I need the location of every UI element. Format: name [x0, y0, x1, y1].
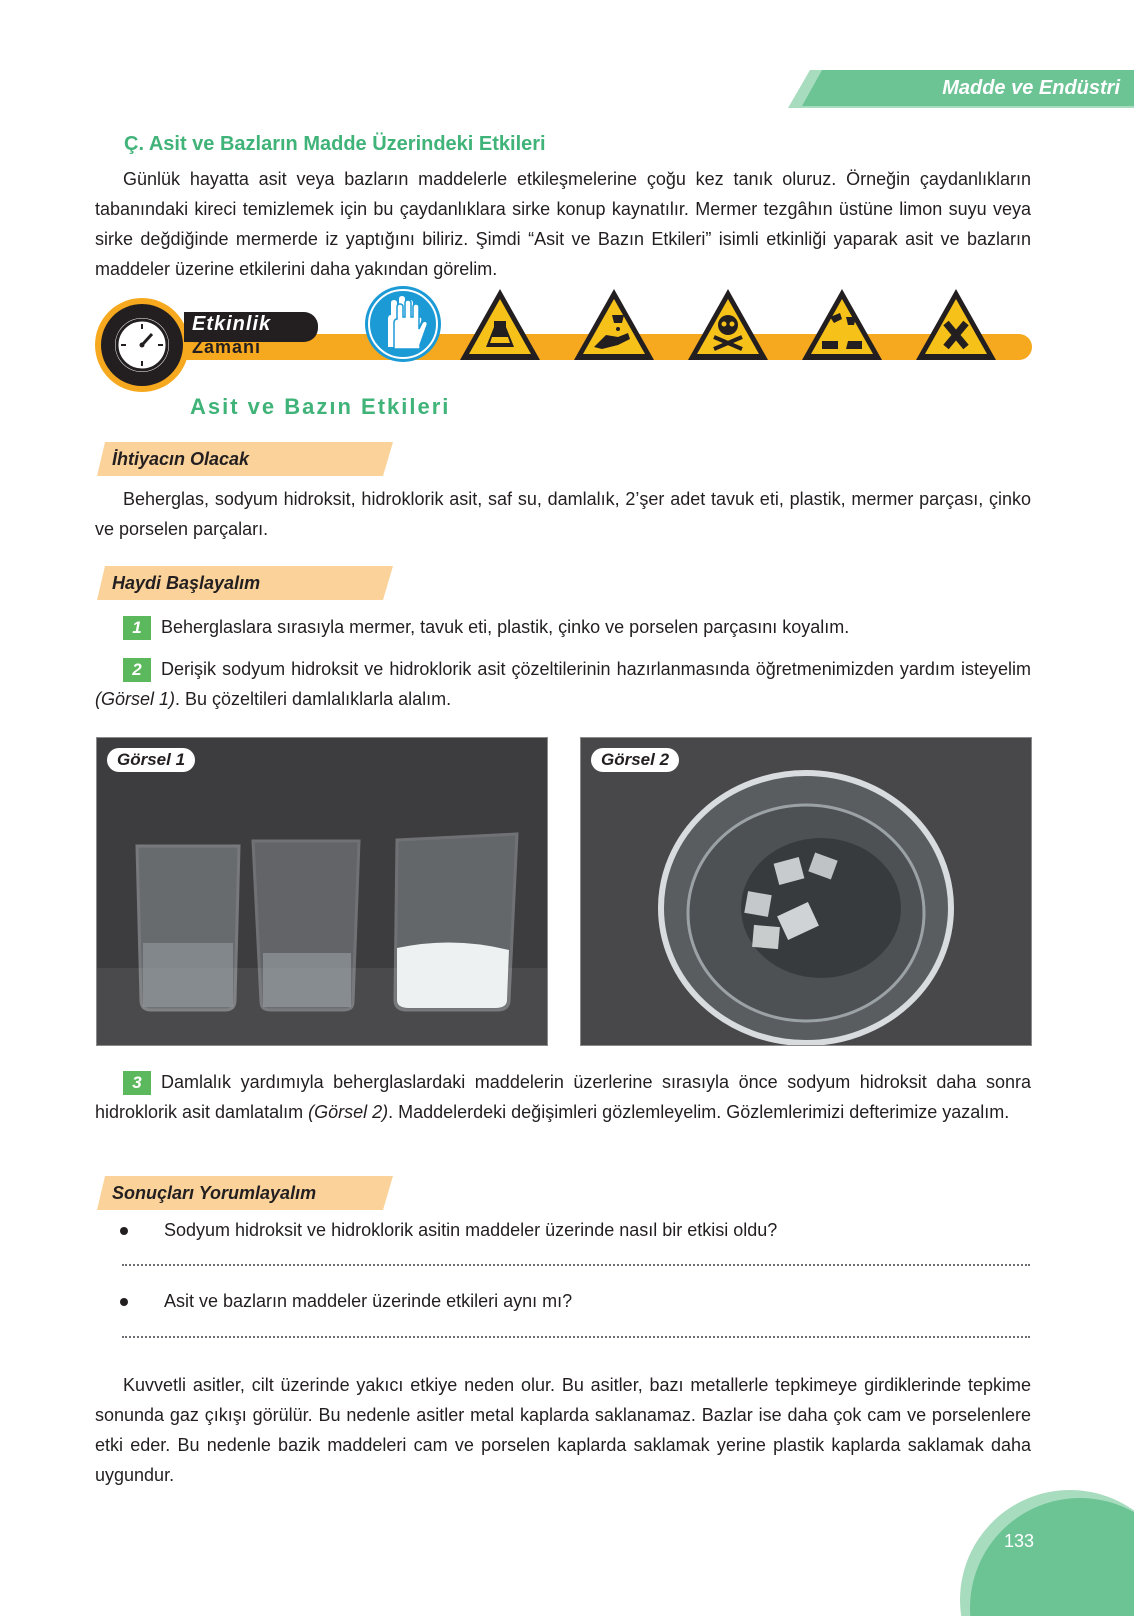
question-text: Sodyum hidroksit ve hidroklorik asitin maddeler üzerinde nasıl bir etkisi oldu? [164, 1220, 778, 1240]
step-text: . Maddelerdeki değişimleri gözlemleyelim. Gözlemlerimizi defterimize yazalım. [388, 1102, 1010, 1122]
question-1 [120, 1215, 777, 1245]
needs-paragraph [95, 484, 1031, 544]
step-number: 3 [123, 1071, 151, 1095]
answer-line[interactable] [122, 1336, 1030, 1338]
step-text: Derişik sodyum hidroksit ve hidroklorik asit çözeltilerinin hazırlanmasında öğretmenimizden yardım isteyelim [161, 659, 1031, 679]
corrosive-hand-icon [572, 287, 656, 363]
activity-label-line1: Etkinlik [192, 313, 272, 335]
figure-reference: (Görsel 2) [308, 1102, 389, 1122]
irritant-x-icon [914, 287, 998, 363]
needs-text: Beherglas, sodyum hidroksit, hidroklorik asit, saf su, damlalık, 2’şer adet tavuk eti, plastik, mermer parçası, çinko ve porselen parçaları. [95, 489, 1031, 539]
figure-reference: (Görsel 1) [95, 689, 176, 709]
question-2 [120, 1286, 572, 1316]
step-1 [95, 612, 1031, 642]
chemical-hazard-icon [458, 287, 542, 363]
bullet-icon [120, 1298, 128, 1306]
step-number: 1 [123, 616, 151, 640]
photo-label: Görsel 1 [107, 748, 195, 772]
corrosive-icon [800, 287, 884, 363]
answer-line[interactable] [122, 1264, 1030, 1266]
bullet-icon [120, 1227, 128, 1235]
step-text: . Bu çözeltileri damlalıklarla alalım. [175, 689, 452, 709]
step-3 [95, 1067, 1031, 1127]
page-number-badge [950, 1490, 1134, 1616]
activity-label-line2: Zamanı [192, 337, 262, 357]
closing-text: Kuvvetli asitler, cilt üzerinde yakıcı etkiye neden olur. Bu asitler, bazı metallerle tepkimeye girdiklerinde tepkime sonunda gaz çıkışı görülür. Bu nedenle asitler metal kaplarda saklanamaz. Bazlar ise daha çok cam ve porselenlere etki eder. Bu nedenle bazik maddeleri cam ve porselen kaplarda saklamak yerine plastik kaplarda saklamak daha uygundur. [95, 1375, 1031, 1485]
step-2 [95, 654, 1031, 714]
question-text: Asit ve bazların maddeler üzerinde etkileri aynı mı? [164, 1291, 573, 1311]
step-text: Damlalık yardımıyla beherglaslardaki maddelerin üzerlerine sırasıyla önce sodyum hidroksit daha sonra hidroklorik asit damlatalım [95, 1072, 1031, 1122]
glove-icon [364, 285, 442, 363]
start-label: Haydi Başlayalım [112, 573, 261, 593]
photo-gorsel-1 [96, 737, 548, 1046]
page-number: 133 [1004, 1531, 1035, 1551]
closing-paragraph [95, 1370, 1031, 1490]
step-text: Beherglaslara sırasıyla mermer, tavuk eti, plastik, çinko ve porselen parçasını koyalım. [161, 617, 850, 637]
needs-label: İhtiyacın Olacak [112, 449, 250, 469]
photo-gorsel-2 [580, 737, 1032, 1046]
intro-paragraph [95, 164, 1031, 284]
photo-label: Görsel 2 [591, 748, 679, 772]
stopwatch-icon [115, 318, 169, 372]
section-title: Ç. Asit ve Bazların Madde Üzerindeki Etkileri [124, 133, 546, 155]
header-section-title: Madde ve Endüstri [942, 77, 1120, 99]
intro-text: Günlük hayatta asit veya bazların maddelerle etkileşmelerine çoğu kez tanık oluruz. Örneğin çaydanlıkların tabanındaki kireci temizlemek için bu çaydanlıklara sirke konup kaynatılır. Mermer tezgâhın üstüne limon suyu veya sirke değdiğinde mermerde iz yaptığını biliriz. Şimdi “Asit ve Bazın Etkileri” isimli etkinliği yaparak asit ve bazların maddeler üzerine etkilerini daha yakından görelim. [95, 169, 1031, 279]
step-number: 2 [123, 658, 151, 682]
activity-title: Asit ve Bazın Etkileri [190, 394, 451, 419]
results-label: Sonuçları Yorumlayalım [112, 1183, 317, 1203]
beakers-photo-image [97, 738, 547, 1045]
beaker-top-photo-image [581, 738, 1031, 1045]
skull-toxic-icon [686, 287, 770, 363]
